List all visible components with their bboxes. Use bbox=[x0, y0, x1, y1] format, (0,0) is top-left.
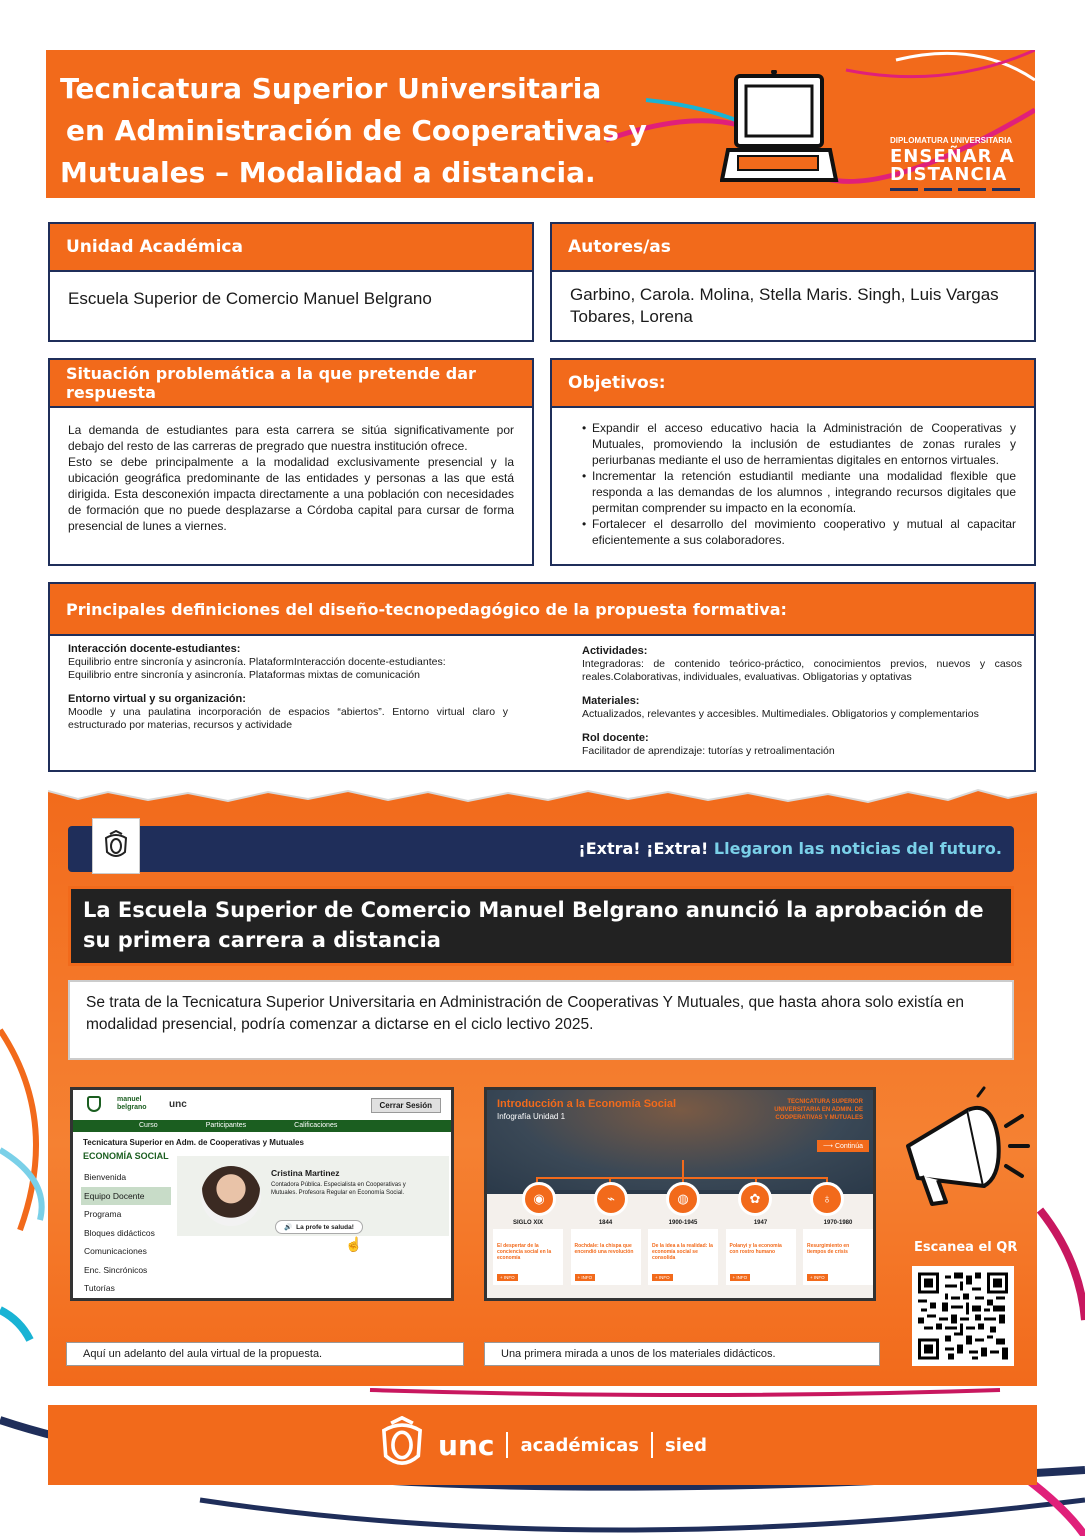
info-right-text: TECNICATURA SUPERIOR UNIVERSITARIA EN ADMIN. DE COOPERATIVAS Y MUTUALES bbox=[774, 1099, 863, 1121]
info-button[interactable]: + INFO bbox=[652, 1274, 673, 1281]
era-card bbox=[726, 1220, 796, 1285]
objetivo-item: • Fortalecer el desarrollo del movimiento cooperativo y mutual al capacitar eficientemente a sus colaboradores. bbox=[582, 516, 1016, 548]
logout-button[interactable]: Cerrar Sesión bbox=[371, 1098, 441, 1113]
autores-text: Garbino, Carola. Molina, Stella Maris. Singh, Luis Vargas Tobares, Lorena bbox=[570, 285, 999, 326]
def-materiales: Materiales: Actualizados, relevantes y accesibles. Multimediales. Obligatorios y complementarios bbox=[582, 695, 979, 720]
news-lead: Se trata de la Tecnicatura Superior Universitaria en Administración de Cooperativas Y Mutuales, que hasta ahora solo existía en modalidad presencial, podría comenzar a dictarse en el ciclo lectivo 2025. bbox=[68, 980, 1014, 1060]
era-card-body bbox=[648, 1229, 718, 1285]
objetivo-item: • Incrementar la retención estudiantil mediante una modalidad flexible que responda a las demandas de los alumnos , integrando recursos digitales que permitan comprender su impacto en la economía. bbox=[582, 468, 1016, 516]
caption-aula: Aquí un adelanto del aula virtual de la propuesta. bbox=[66, 1342, 464, 1366]
era-card-text: Rochdale: la chispa que encendió una revolución bbox=[574, 1243, 634, 1255]
menu-item[interactable]: Comunicaciones bbox=[84, 1246, 147, 1256]
megaphone-icon bbox=[898, 1086, 1032, 1214]
tab-curso[interactable]: Curso bbox=[139, 1122, 158, 1129]
era-label: 1900-1945 bbox=[668, 1220, 698, 1226]
era-circle: ◉ bbox=[522, 1182, 556, 1216]
news-extra-text: ¡Extra! ¡Extra! bbox=[578, 839, 709, 858]
news-navbar bbox=[68, 826, 1014, 872]
pointer-icon: ☝ bbox=[345, 1236, 363, 1252]
def-rol: Rol docente: Facilitador de aprendizaje: tutorías y retroalimentación bbox=[582, 732, 835, 757]
menu-item[interactable]: Tutorías bbox=[84, 1283, 115, 1293]
timeline-circles bbox=[487, 1182, 876, 1216]
unc-shield-icon bbox=[378, 1416, 426, 1474]
era-card-text: De la idea a la realidad: la economía social se consolida bbox=[652, 1243, 713, 1261]
info-button[interactable]: + INFO bbox=[497, 1274, 518, 1281]
situacion-body bbox=[50, 408, 532, 548]
info-button[interactable]: + INFO bbox=[807, 1274, 828, 1281]
footer-academicas: académicas bbox=[520, 1434, 639, 1456]
info-subtitle: Infografía Unidad 1 bbox=[497, 1112, 566, 1121]
aula-logo1: manuel belgrano bbox=[117, 1096, 147, 1111]
era-card-body bbox=[726, 1229, 796, 1285]
era-circle: ♁ bbox=[810, 1182, 844, 1216]
qr-label: Escanea el QR bbox=[914, 1240, 1018, 1255]
era-card-body bbox=[493, 1229, 563, 1285]
era-circle: ⌁ bbox=[594, 1182, 628, 1216]
greet-button[interactable] bbox=[275, 1220, 363, 1234]
objetivos-heading: Objetivos: bbox=[552, 360, 1034, 408]
menu-item-active[interactable]: Equipo Docente bbox=[81, 1187, 171, 1206]
info-title: Introducción a la Economía Social bbox=[497, 1098, 677, 1110]
objetivos-box bbox=[550, 358, 1036, 566]
era-card bbox=[648, 1220, 718, 1285]
unc-shield-badge bbox=[92, 818, 140, 874]
shield-icon bbox=[87, 1096, 101, 1112]
speaker-icon: 🔊 bbox=[284, 1224, 293, 1231]
era-card bbox=[493, 1220, 563, 1285]
teacher-name: Cristina Martinez bbox=[271, 1168, 340, 1178]
timeline-cards bbox=[493, 1220, 873, 1285]
definiciones-right bbox=[582, 644, 1022, 768]
aula-virtual-preview bbox=[70, 1087, 454, 1301]
menu-item[interactable]: Programa bbox=[84, 1209, 122, 1219]
era-card bbox=[803, 1220, 873, 1285]
unidad-text: Escuela Superior de Comercio Manuel Belgrano bbox=[68, 289, 432, 308]
objetivos-body bbox=[552, 408, 1034, 548]
aula-tabs bbox=[73, 1120, 451, 1132]
menu-item[interactable]: Bloques didácticos bbox=[84, 1227, 155, 1238]
aula-course: Tecnicatura Superior en Adm. de Cooperativas y Mutuales bbox=[83, 1138, 304, 1147]
footer-divider bbox=[506, 1432, 508, 1458]
footer-unc: unc bbox=[438, 1428, 495, 1462]
definiciones-heading: Principales definiciones del diseño-tecnopedagógico de la propuesta formativa: bbox=[50, 584, 1034, 636]
brand-line2: DISTANCIA bbox=[890, 164, 1008, 185]
objetivo-item: • Expandir el acceso educativo hacia la Administración de Cooperativas y Mutuales, promoviendo la inclusión de estudiantes de zonas rurales y periurbanas mediante el uso de herramientas digitales en entornos virtuales. bbox=[582, 420, 1016, 468]
news-headline: La Escuela Superior de Comercio Manuel Belgrano anunció la aprobación de su primera carrera a distancia bbox=[68, 886, 1014, 966]
era-card-text: Resurgimiento en tiempos de crisis bbox=[807, 1243, 850, 1255]
def-entorno: Entorno virtual y su organización: Moodle y una paulatina incorporación de espacios “abiertos”. Entorno virtual claro y estructurado por materias, recursos y actividade bbox=[68, 693, 508, 731]
infografia-preview bbox=[484, 1087, 876, 1301]
aula-logos bbox=[87, 1096, 187, 1112]
objetivos-list bbox=[582, 420, 1016, 548]
laptop-icon bbox=[720, 70, 880, 188]
menu-item[interactable]: Bienvenida bbox=[84, 1172, 127, 1182]
continue-button[interactable]: ⟶ Continúa bbox=[817, 1140, 869, 1152]
brand-line1: ENSEÑAR A bbox=[890, 146, 1015, 167]
poster-title: Tecnicatura Superior Universitaria en Administración de Cooperativas y Mutuales – Modalidad a distancia. bbox=[60, 72, 647, 189]
info-button[interactable]: + INFO bbox=[575, 1274, 596, 1281]
header-banner bbox=[46, 50, 1035, 198]
footer-bar bbox=[48, 1405, 1037, 1485]
tab-participantes[interactable]: Participantes bbox=[205, 1122, 247, 1129]
era-circle: ✿ bbox=[738, 1182, 772, 1216]
footer-divider bbox=[651, 1432, 653, 1458]
unc-shield-icon bbox=[103, 830, 129, 862]
menu-item[interactable]: Enc. Sincrónicos bbox=[84, 1264, 148, 1275]
era-card-text: Polanyi y la economía con rostro humano bbox=[729, 1243, 782, 1255]
era-card-text: El despertar de la conciencia social en la economía bbox=[497, 1243, 552, 1261]
autores-box bbox=[550, 222, 1036, 342]
def-actividades: Actividades: Integradoras: de contenido teórico-práctico, conocimientos previos, nuevos y casos reales.Colaborativas, individuales, evaluativas. Obligatorias y optativas bbox=[582, 645, 1022, 683]
news-extra bbox=[578, 839, 1002, 858]
news-extra-highlight: Llegaron las noticias del futuro. bbox=[713, 839, 1002, 858]
aula-logo2: unc bbox=[169, 1098, 187, 1110]
aula-subject: ECONOMÍA SOCIAL bbox=[83, 1151, 169, 1161]
era-label: 1844 bbox=[598, 1220, 613, 1226]
situacion-heading: Situación problemática a la que pretende dar respuesta bbox=[50, 360, 532, 408]
continue-label: Continúa bbox=[834, 1143, 863, 1150]
tab-calificaciones[interactable]: Calificaciones bbox=[294, 1122, 338, 1129]
avatar bbox=[201, 1166, 261, 1226]
caption-materiales: Una primera mirada a unos de los materiales didácticos. bbox=[484, 1342, 880, 1366]
info-button[interactable]: + INFO bbox=[730, 1274, 751, 1281]
situacion-box bbox=[48, 358, 534, 566]
era-label: SIGLO XIX bbox=[512, 1220, 543, 1226]
era-label: 1970-1980 bbox=[823, 1220, 853, 1226]
era-label: 1947 bbox=[753, 1220, 768, 1226]
era-card bbox=[571, 1220, 641, 1285]
era-circle: ◍ bbox=[666, 1182, 700, 1216]
unidad-box bbox=[48, 222, 534, 342]
definiciones-left bbox=[68, 642, 508, 742]
torn-paper-edge bbox=[48, 774, 1037, 808]
situacion-p2: Esto se debe principalmente a la modalidad exclusivamente presencial y la ubicación geográfica predominante de las entidades y personas a las que está dirigida. Esta desconexión impacta directamente a una población con necesidades de formación que no puede desplazarse a Córdoba capital para cursar de forma presencial de lunes a viernes. bbox=[68, 455, 514, 533]
teacher-desc: Contadora Pública. Especialista en Cooperativas y Mutuales. Profesora Regular en Economía Social. bbox=[271, 1182, 406, 1196]
aula-menu bbox=[81, 1168, 171, 1298]
qr-code[interactable] bbox=[912, 1266, 1014, 1366]
def-interaccion: Interacción docente-estudiantes: Equilibrio entre sincronía y asincronía. PlataformInteracción docente-estudiantes: Equilibrio entre sincronía y asincronía. Plataformas mixtas de comunicación bbox=[68, 643, 446, 681]
brand-small: DIPLOMATURA UNIVERSITARIA bbox=[890, 136, 1013, 145]
qr-code-graphic bbox=[918, 1272, 1008, 1360]
greet-label: La profe te saluda! bbox=[296, 1223, 354, 1231]
era-card-body bbox=[571, 1229, 641, 1285]
footer-sied: sied bbox=[665, 1434, 707, 1456]
situacion-p1: La demanda de estudiantes para esta carrera se sitúa significativamente por debajo del resto de las carreras de pregrado que nuestra institución ofrece. bbox=[68, 423, 514, 453]
definiciones-box bbox=[48, 582, 1036, 772]
autores-heading: Autores/as bbox=[552, 224, 1034, 272]
era-card-body bbox=[803, 1229, 873, 1285]
brand-underline bbox=[890, 188, 1020, 191]
unidad-heading: Unidad Académica bbox=[50, 224, 532, 272]
